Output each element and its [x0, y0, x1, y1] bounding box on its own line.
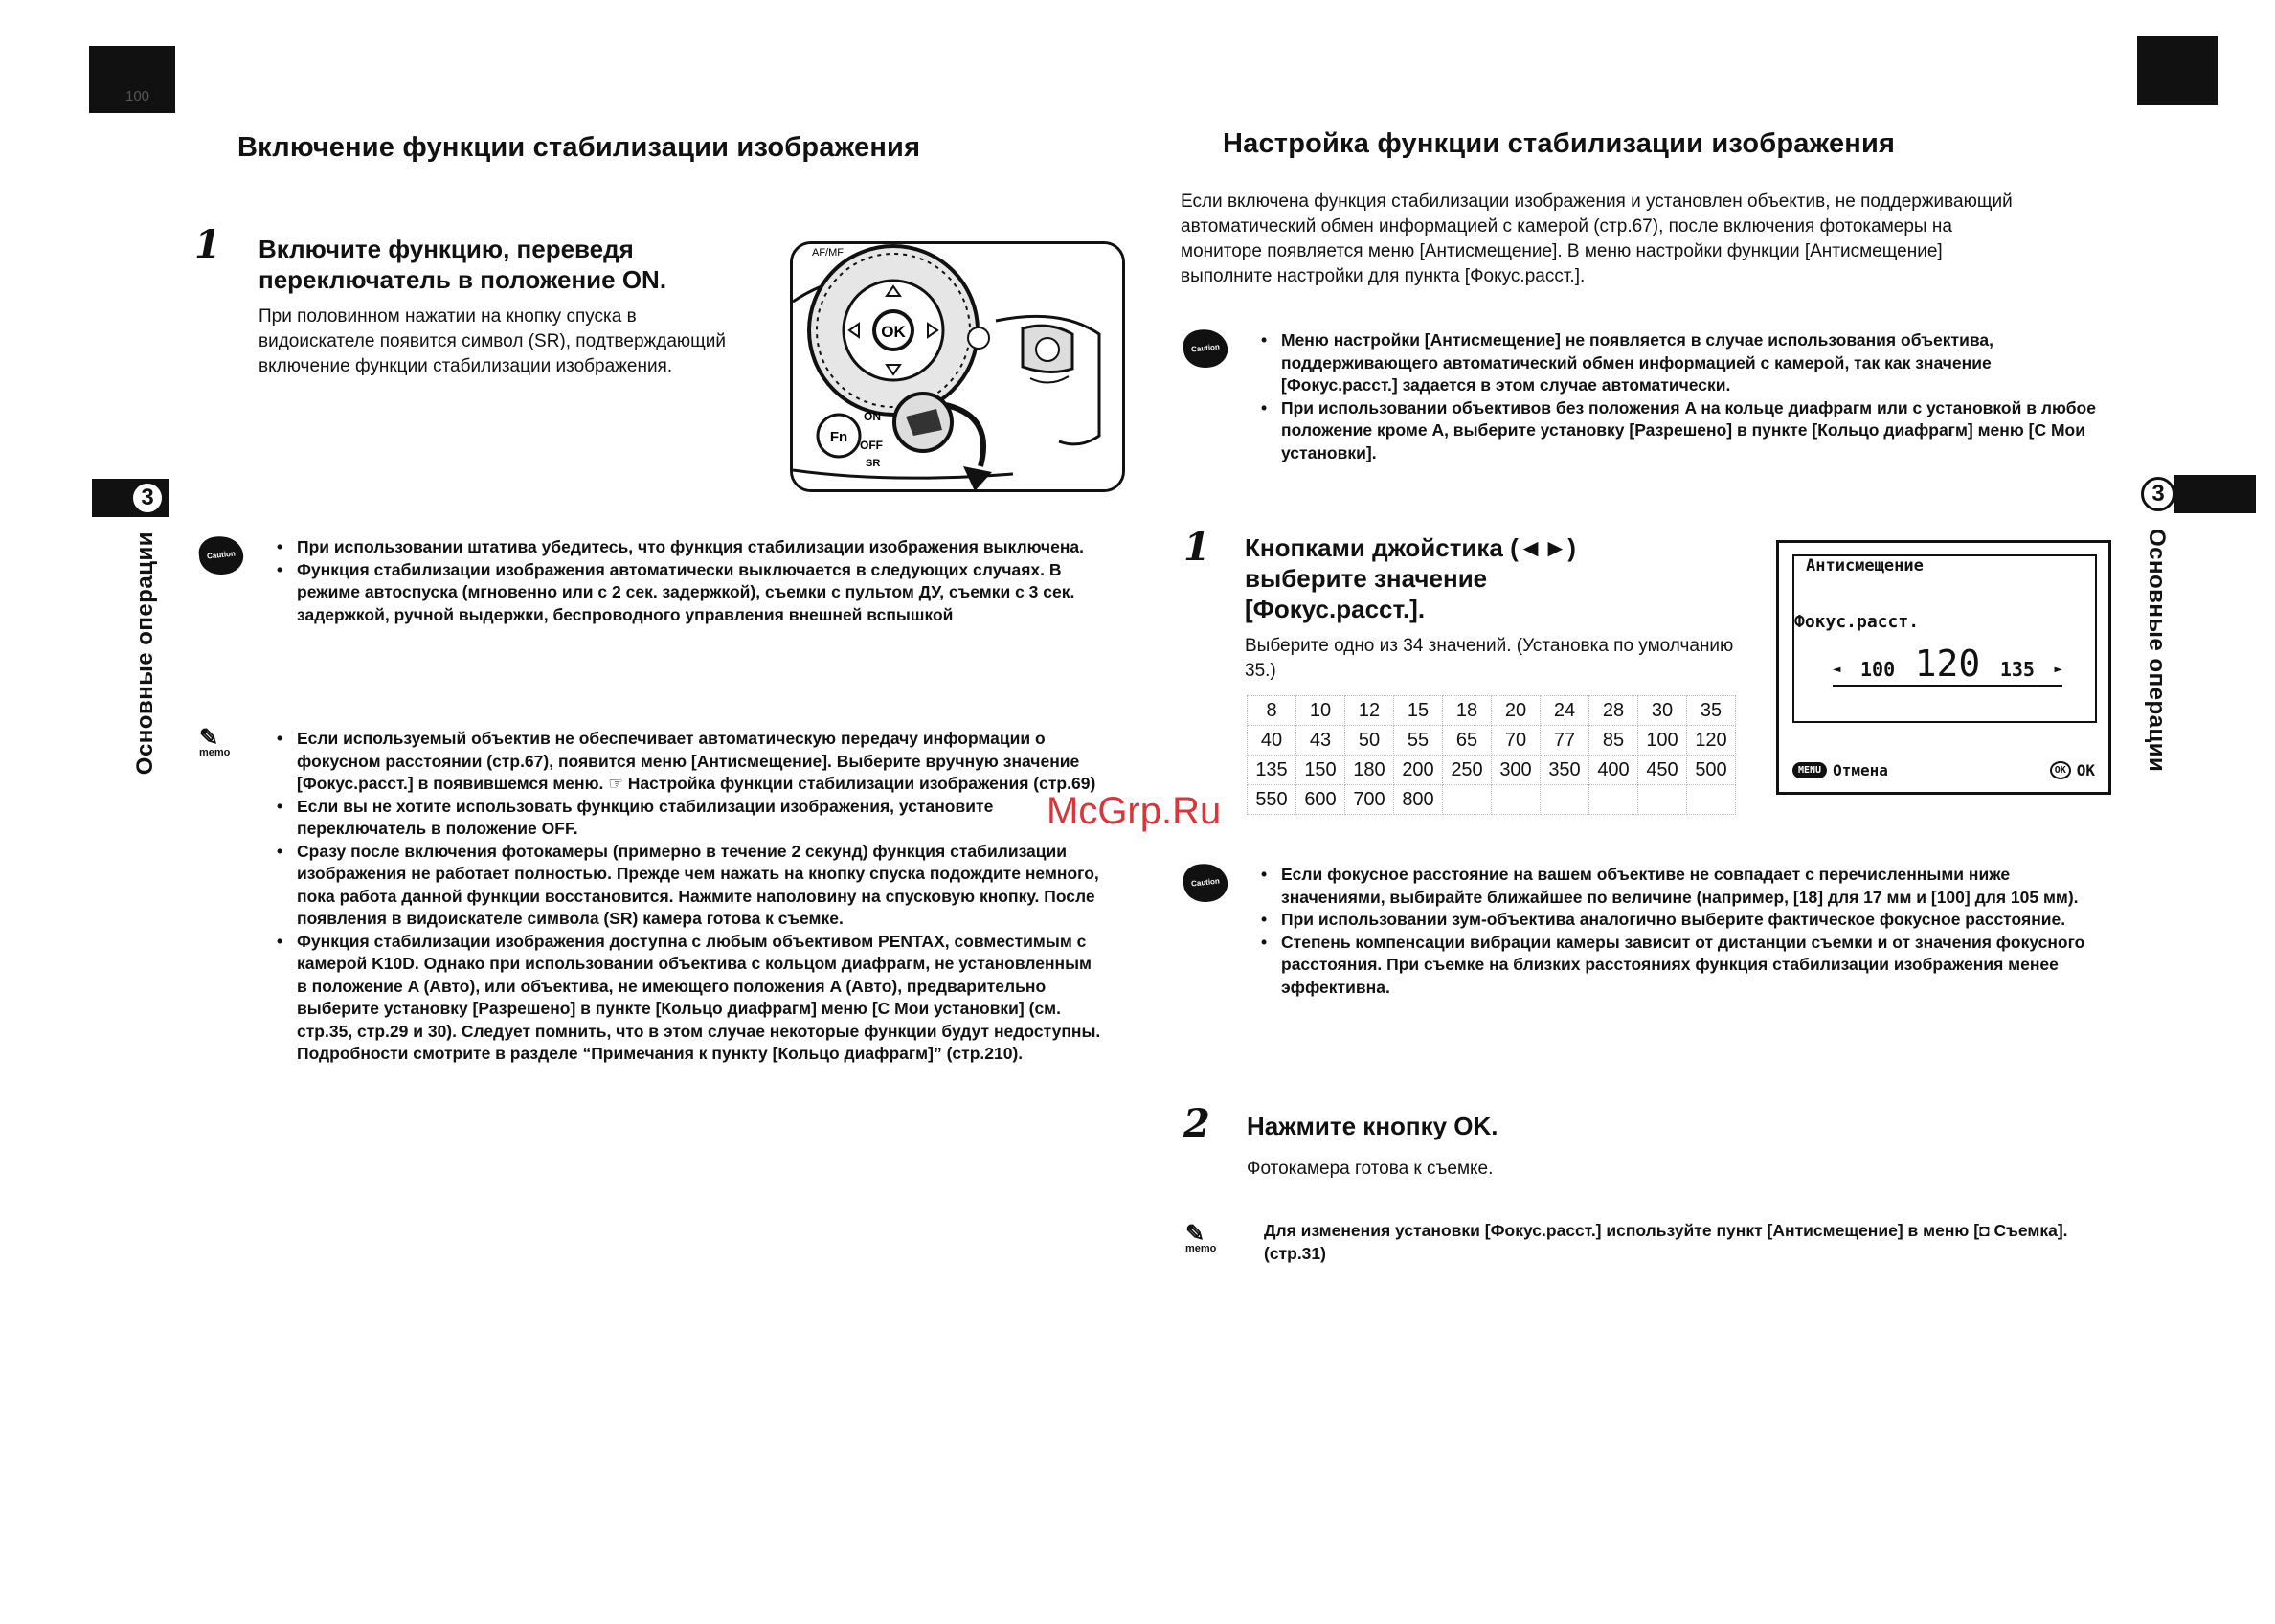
left-memo-item: • Если используемый объектив не обеспечивает автоматическую передачу информации о фокусном расстоянии (стр.67), появится меню [Антисмещение]. Выберите вручную значение [Фокус.расст.] в появившемся меню. ☞ Настройка функции стабилизации изображения (стр.69) — [273, 728, 1106, 796]
left-memo-notes — [273, 728, 1106, 1066]
table-cell: 40 — [1248, 726, 1296, 756]
left-chapter-number: 3 — [130, 481, 165, 515]
right-step1-body: Выберите одно из 34 значений. (Установка по умолчанию 35.) — [1245, 636, 1734, 681]
left-page-tab — [89, 46, 175, 113]
lcd-cancel-label: Отмена — [1833, 761, 1888, 779]
left-caution-item: • При использовании штатива убедитесь, что функция стабилизации изображения выключена. — [273, 536, 1087, 559]
left-caution-item: • Функция стабилизации изображения автоматически выключается в следующих случаях. В режиме автоспуска (мгновенно или с 2 сек. задержкой), съемки с пультом ДУ, съемки с 3 сек. задержкой, ручной выдержки, беспроводного управления внешней вспышкой — [273, 559, 1087, 627]
table-cell: 250 — [1443, 756, 1492, 785]
right-step2-body: Фотокамера готова к съемке. — [1247, 1159, 1494, 1179]
memo-pencil-icon: ✎ — [199, 723, 219, 751]
left-memo-item: • Функция стабилизации изображения доступна с любым объективом PENTAX, совместимым с камерой K10D. Однако при использовании объектива с кольцом диафрагм, не установленным в положение A (Авто), или объектива, не имеющего положения A (Авто), предварительно выберите установку [Разрешено] в пункте [Кольцо диафрагм] меню [C Мои установки] (см. стр.35, стр.29 и 30). Следует помнить, что в этом случае некоторые функции будут недоступны. Подробности смотрите в разделе “Примечания к пункту [Кольцо диафрагм]” (стр.210). — [273, 931, 1106, 1066]
watermark: McGrp.Ru — [1047, 790, 1222, 832]
lcd-ok-button[interactable] — [2050, 761, 2095, 779]
right-step2-number: 2 — [1183, 1101, 1210, 1146]
caution-icon: Caution — [1182, 862, 1229, 905]
right-chapter-title: Основные операции — [2144, 529, 2170, 773]
lcd-right-arrow-icon[interactable]: ► — [2054, 662, 2062, 677]
sr-label: SR — [866, 458, 881, 469]
table-cell: 500 — [1687, 756, 1736, 785]
left-step1-number: 1 — [194, 222, 221, 267]
right-step1-number: 1 — [1183, 525, 1210, 570]
table-row — [1248, 726, 1736, 756]
table-cell: 800 — [1394, 785, 1443, 815]
right-heading: Настройка функции стабилизации изображения — [1223, 128, 1896, 159]
right-caution1-item: • При использовании объективов без положения A на кольце диафрагм или с установкой в любое положение кроме A, выберите установку [Разрешено] в пункте [Кольцо диафрагм] меню [C Мои установки]. — [1257, 397, 2100, 465]
memo-icon — [199, 723, 231, 758]
left-memo-item: • Если вы не хотите использовать функцию стабилизации изображения, установите переключатель в положение OFF. — [273, 796, 1106, 841]
memo-label: memo — [1185, 1243, 1217, 1254]
camera-switch-figure — [790, 241, 1125, 492]
page-number: 100 — [125, 88, 150, 104]
lcd-ok-label: OK — [2076, 761, 2095, 779]
table-cell — [1541, 785, 1589, 815]
left-chapter-title: Основные операции — [132, 531, 158, 776]
table-cell: 24 — [1541, 696, 1589, 726]
right-step1-title-line2: выберите значение — [1245, 564, 1488, 593]
lcd-cancel-button[interactable] — [1792, 761, 1888, 779]
table-cell: 20 — [1492, 696, 1541, 726]
focal-length-values-table — [1247, 695, 1736, 815]
table-cell: 200 — [1394, 756, 1443, 785]
right-chapter-bar — [2174, 475, 2256, 513]
table-cell: 43 — [1296, 726, 1345, 756]
table-cell: 10 — [1296, 696, 1345, 726]
table-cell: 350 — [1541, 756, 1589, 785]
lcd-title: Антисмещение — [1802, 556, 1927, 575]
table-cell: 15 — [1394, 696, 1443, 726]
ok-key-icon: OK — [2050, 761, 2071, 779]
table-cell: 180 — [1345, 756, 1394, 785]
right-caution1-item: • Меню настройки [Антисмещение] не появляется в случае использования объектива, поддерживающего автоматический обмен информацией с камерой, так как значение [Фокус.расст.] задается в этом случае автоматически. — [1257, 329, 2100, 397]
right-memo-note: Для изменения установки [Фокус.расст.] используйте пункт [Антисмещение] в меню [◘ Съемка]. (стр.31) — [1264, 1221, 2068, 1263]
table-cell — [1492, 785, 1541, 815]
left-step1-title-line2: переключатель в положение ON. — [259, 265, 667, 294]
table-cell: 12 — [1345, 696, 1394, 726]
table-cell — [1443, 785, 1492, 815]
right-step1-title-line1: Кнопками джойстика (◄►) — [1245, 533, 1576, 562]
fn-button-label: Fn — [829, 429, 848, 445]
camera-illustration — [793, 244, 1122, 489]
right-chapter-number: 3 — [2141, 477, 2175, 511]
on-label: ON — [864, 410, 881, 423]
right-step1-title — [1245, 532, 1743, 624]
table-cell: 8 — [1248, 696, 1296, 726]
lcd-prev-value: 100 — [1859, 658, 1896, 681]
right-page-tab — [2137, 36, 2218, 105]
table-cell: 65 — [1443, 726, 1492, 756]
dial-label: AF/MF — [812, 247, 844, 259]
table-cell: 100 — [1638, 726, 1687, 756]
right-intro: Если включена функция стабилизации изображения и установлен объектив, не поддерживающий автоматический обмен информацией с камерой (стр.67), после включения фотокамеры на мониторе появляется меню [Антисмещение]. В меню настройки функции [Антисмещение] выполните настройки для пункта [Фокус.расст.]. — [1181, 192, 2013, 286]
caution-icon: Caution — [1182, 327, 1229, 371]
right-step2-title: Нажмите кнопку OK. — [1247, 1112, 1498, 1140]
table-cell — [1589, 785, 1638, 815]
table-cell: 550 — [1248, 785, 1296, 815]
lcd-value-selector[interactable] — [1833, 639, 2062, 687]
caution-icon: Caution — [197, 534, 245, 577]
table-cell: 55 — [1394, 726, 1443, 756]
table-row — [1248, 756, 1736, 785]
table-cell: 150 — [1296, 756, 1345, 785]
right-step1-title-line3: [Фокус.расст.]. — [1245, 595, 1426, 623]
memo-icon — [1185, 1219, 1217, 1254]
left-step1-body: При половинном нажатии на кнопку спуска в видоискателе появится символ (SR), подтверждающий включение функции стабилизации изображения. — [259, 306, 727, 376]
right-caution2-item: • Если фокусное расстояние на вашем объективе не совпадает с перечисленными ниже значениями, выбирайте ближайшее по величине (например, [18] для 17 мм и [100] для 105 мм). — [1257, 864, 2109, 909]
table-cell: 70 — [1492, 726, 1541, 756]
table-cell: 28 — [1589, 696, 1638, 726]
lcd-next-value: 135 — [1999, 658, 2035, 681]
table-cell: 35 — [1687, 696, 1736, 726]
table-cell: 120 — [1687, 726, 1736, 756]
off-label: OFF — [860, 439, 883, 452]
table-cell: 50 — [1345, 726, 1394, 756]
right-caution1-notes — [1257, 329, 2100, 464]
lcd-current-value: 120 — [1914, 643, 1981, 685]
memo-label: memo — [199, 747, 231, 758]
table-cell — [1638, 785, 1687, 815]
table-cell: 85 — [1589, 726, 1638, 756]
table-cell: 30 — [1638, 696, 1687, 726]
lcd-focal-label: Фокус.расст. — [1794, 612, 1920, 632]
left-step1-title-line1: Включите функцию, переведя — [259, 235, 634, 263]
table-cell — [1687, 785, 1736, 815]
table-row — [1248, 785, 1736, 815]
right-caution2-item: • Степень компенсации вибрации камеры зависит от дистанции съемки и от значения фокусного расстояния. При съемке на близких расстояниях функция стабилизации изображения менее эффективна. — [1257, 932, 2109, 1000]
table-cell: 300 — [1492, 756, 1541, 785]
ok-button-label: OK — [881, 323, 906, 341]
lcd-left-arrow-icon[interactable]: ◄ — [1833, 662, 1841, 677]
right-caution2-notes — [1257, 864, 2109, 999]
left-step1-title — [259, 234, 756, 295]
left-caution-notes — [273, 536, 1087, 626]
right-caution2-item: • При использовании зум-объектива аналогично выберите фактическое фокусное расстояние. — [1257, 909, 2109, 932]
left-heading: Включение функции стабилизации изображения — [237, 132, 921, 163]
table-cell: 77 — [1541, 726, 1589, 756]
memo-pencil-icon: ✎ — [1185, 1219, 1205, 1247]
table-cell: 700 — [1345, 785, 1394, 815]
table-cell: 18 — [1443, 696, 1492, 726]
table-cell: 400 — [1589, 756, 1638, 785]
left-memo-item: • Сразу после включения фотокамеры (примерно в течение 2 секунд) функция стабилизации изображения не работает полностью. Прежде чем нажать на кнопку спуска подождите немного, пока работа данной функции восстановится. Нажмите наполовину на спусковую кнопку. После появления в видоискателе символа (SR) камера готова к съемке. — [273, 841, 1106, 931]
table-cell: 450 — [1638, 756, 1687, 785]
lcd-antishake-menu — [1776, 540, 2111, 795]
table-cell: 135 — [1248, 756, 1296, 785]
menu-key-icon: MENU — [1792, 762, 1827, 778]
table-row — [1248, 696, 1736, 726]
table-cell: 600 — [1296, 785, 1345, 815]
